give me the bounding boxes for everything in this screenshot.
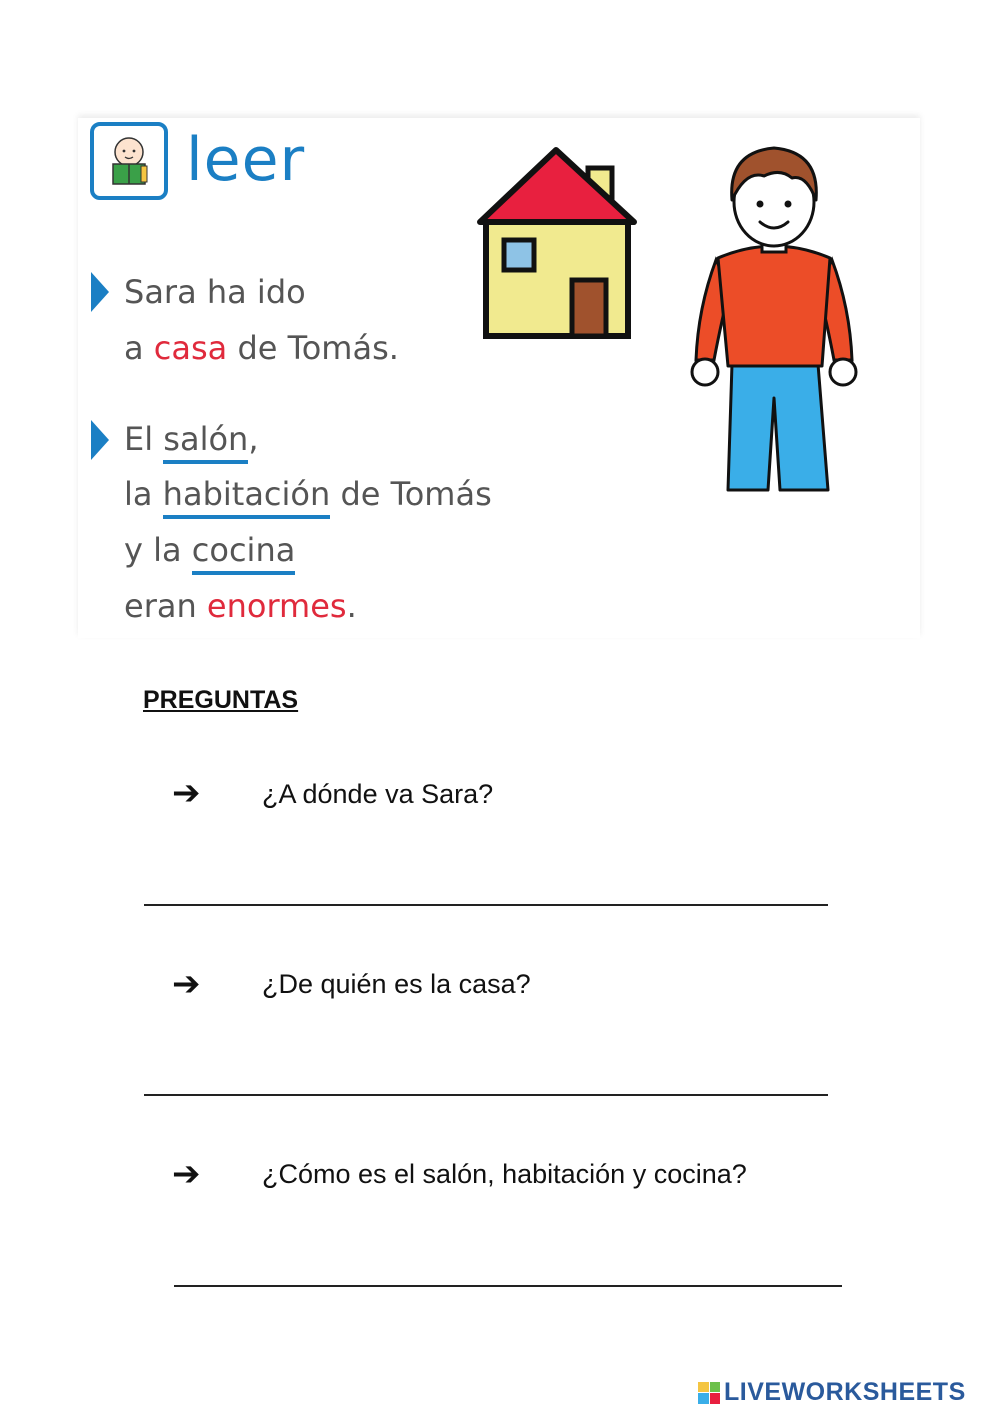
questions-heading: PREGUNTAS — [143, 686, 299, 714]
paragraph-marker-2 — [91, 420, 109, 460]
question-3-arrow-icon: ➔ — [172, 1154, 201, 1194]
question-2-text: ¿De quién es la casa? — [262, 969, 531, 999]
word-enormes: enormes — [206, 587, 347, 625]
word-casa: casa — [153, 329, 228, 367]
question-1-text: ¿A dónde va Sara? — [262, 779, 494, 809]
answer-line-3[interactable] — [174, 1285, 842, 1287]
logo-text: LIVEWORKSHEETS — [724, 1378, 966, 1406]
paragraph-marker-1 — [91, 272, 109, 312]
boy-illustration — [688, 138, 860, 504]
question-1-arrow-icon: ➔ — [172, 773, 201, 813]
liveworksheets-logo-icon — [698, 1382, 720, 1404]
story-line-1: Sara ha ido — [124, 273, 306, 311]
story-line-2: a casa de Tomás. — [124, 329, 399, 367]
answer-line-2[interactable] — [144, 1094, 828, 1096]
answer-line-1[interactable] — [144, 904, 828, 906]
word-cocina: cocina — [192, 531, 296, 575]
word-habitacion: habitación — [163, 475, 331, 519]
question-3-text: ¿Cómo es el salón, habitación y cocina? — [262, 1159, 747, 1189]
story-line-5: y la cocina — [124, 534, 295, 566]
story-line-6: eran enormes. — [124, 587, 357, 625]
reading-title: leer — [186, 125, 306, 195]
story-line-4: la habitación de Tomás — [124, 478, 492, 510]
word-salon: salón — [163, 420, 248, 464]
question-2-arrow-icon: ➔ — [172, 964, 201, 1004]
liveworksheets-logo — [698, 1378, 966, 1407]
story-line-3: El salón, — [124, 423, 258, 455]
house-illustration — [476, 144, 640, 348]
reading-child-icon — [90, 122, 168, 200]
